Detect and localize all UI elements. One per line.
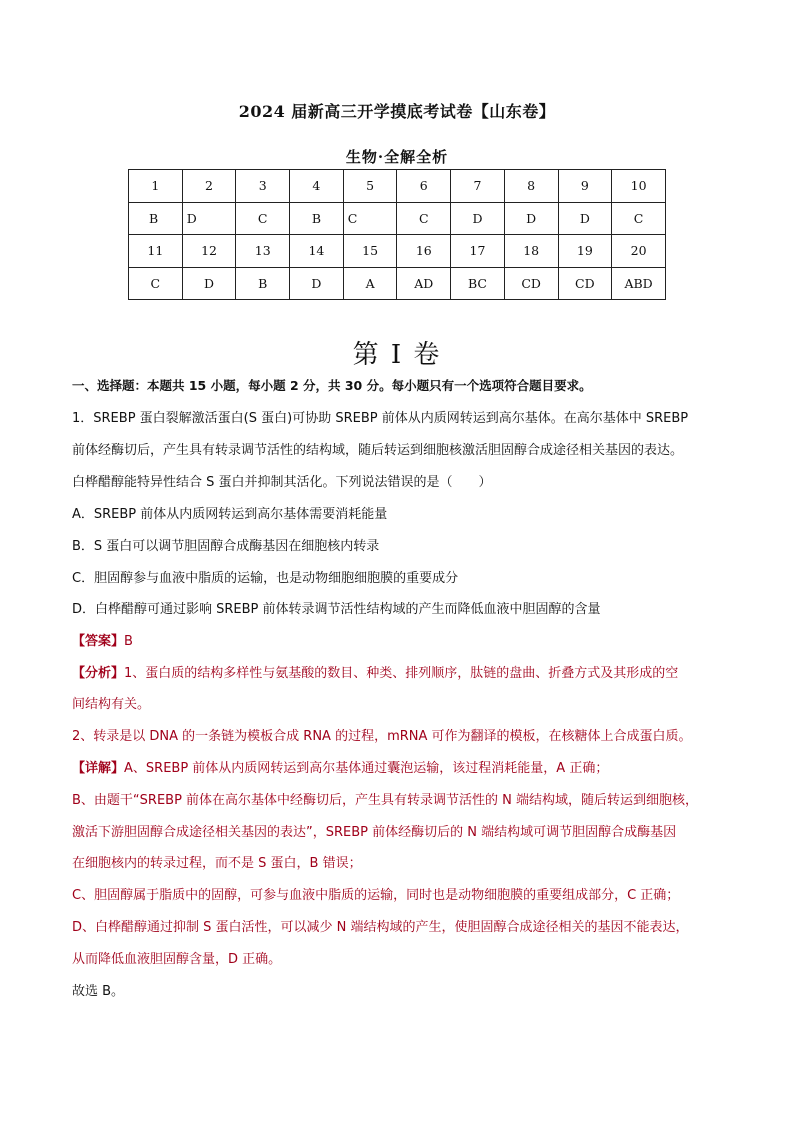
question-stem-line: 白桦醋醇能特异性结合 S 蛋白并抑制其活化。下列说法错误的是（ ）	[72, 475, 492, 490]
answer-cell: C	[343, 202, 397, 235]
question-number-cell: 7	[451, 170, 505, 203]
question-number-cell: 9	[558, 170, 612, 203]
question-number-cell: 12	[182, 235, 236, 268]
answer-cell: D	[451, 202, 505, 235]
answer-cell: B	[290, 202, 344, 235]
question-number-cell: 3	[236, 170, 290, 203]
question-stem-line: 前体经酶切后，产生具有转录调节活性的结构域，随后转运到细胞核激活胆固醇合成途径相关基因的表达。	[72, 443, 684, 458]
solution-subtitle: 生物·全解全析	[345, 148, 449, 166]
question-number-cell: 11	[129, 235, 183, 268]
answer-cell: D	[558, 202, 612, 235]
answer-cell: BC	[451, 267, 505, 300]
detail-line	[72, 757, 608, 776]
section-heading: 一、选择题：本题共 15 小题，每小题 2 分，共 30 分。每小题只有一个选项符合题目要求。	[72, 378, 592, 393]
part-title: 第 I 卷	[352, 340, 442, 370]
detail-text: D、白桦醋醇通过抑制 S 蛋白活性，可以减少 N 端结构域的产生，使胆固醇合成途径相关的基因不能表达，	[72, 920, 689, 935]
option-d: D．白桦醋醇可通过影响 SREBP 前体转录调节活性结构域的产生而降低血液中胆固醇的含量	[72, 602, 601, 617]
detail-text: A、SREBP 前体从内质网转运到高尔基体通过囊泡运输，该过程消耗能量，A 正确；	[124, 761, 609, 776]
answer-cell: C	[236, 202, 290, 235]
answer-cell: D	[182, 202, 236, 235]
answer-cell: C	[612, 202, 666, 235]
answer-cell: A	[343, 267, 397, 300]
option-c: C．胆固醇参与血液中脂质的运输，也是动物细胞细胞膜的重要成分	[72, 571, 459, 586]
question-number-cell: 20	[612, 235, 666, 268]
question-number-cell: 19	[558, 235, 612, 268]
detail-text: 从而降低血液胆固醇含量，D 正确。	[72, 952, 282, 967]
exam-title: 2024 届新高三开学摸底考试卷【山东卷】	[238, 102, 556, 121]
analysis-text: 2、转录是以 DNA 的一条链为模板合成 RNA 的过程，mRNA 可作为翻译的模板，在核糖体上合成蛋白质。	[72, 729, 692, 744]
answer-cell: B	[236, 267, 290, 300]
table-row	[129, 267, 666, 300]
analysis-text: 1、蛋白质的结构多样性与氨基酸的数目、种类、排列顺序，肽链的盘曲、折叠方式及其形成的空	[124, 666, 679, 681]
answer-cell: CD	[558, 267, 612, 300]
detail-text: C、胆固醇属于脂质中的固醇，可参与血液中脂质的运输，同时也是动物细胞膜的重要组成部分，C 正确；	[72, 888, 680, 903]
question-number-cell: 5	[343, 170, 397, 203]
question-number-cell: 18	[504, 235, 558, 268]
answer-cell: AD	[397, 267, 451, 300]
answer-cell: B	[129, 202, 183, 235]
answer-cell: C	[129, 267, 183, 300]
question-number-cell: 6	[397, 170, 451, 203]
question-number-cell: 17	[451, 235, 505, 268]
answer-value: B	[124, 634, 133, 649]
analysis-label: 【分析】	[72, 666, 125, 681]
answer-cell: C	[397, 202, 451, 235]
question-number-cell: 4	[290, 170, 344, 203]
detail-text: 激活下游胆固醇合成途径相关基因的表达”，SREBP 前体经酶切后的 N 端结构域可调节胆固醇合成酶基因	[72, 825, 677, 840]
analysis-line	[72, 662, 678, 681]
question-number-cell: 8	[504, 170, 558, 203]
question-number-cell: 10	[612, 170, 666, 203]
answer-cell: ABD	[612, 267, 666, 300]
question-number-cell: 15	[343, 235, 397, 268]
conclusion-text: 故选 B。	[72, 984, 125, 999]
table-row	[129, 170, 666, 203]
option-b: B．S 蛋白可以调节胆固醇合成酶基因在细胞核内转录	[72, 539, 380, 554]
question-number-cell: 14	[290, 235, 344, 268]
detail-text: B、由题干“SREBP 前体在高尔基体中经酶切后，产生具有转录调节活性的 N 端结构域，随后转运到细胞核，	[72, 793, 699, 808]
answer-cell: D	[290, 267, 344, 300]
answer-cell: D	[504, 202, 558, 235]
table-row	[129, 202, 666, 235]
question-number-cell: 13	[236, 235, 290, 268]
table-row	[129, 235, 666, 268]
answer-key-table	[128, 169, 666, 300]
answer-cell: D	[182, 267, 236, 300]
question-number-cell: 2	[182, 170, 236, 203]
question-stem-line: 1．SREBP 蛋白裂解激活蛋白(S 蛋白)可协助 SREBP 前体从内质网转运到高尔基体。在高尔基体中 SREBP	[72, 411, 689, 426]
analysis-text: 间结构有关。	[72, 697, 151, 712]
question-number-cell: 1	[129, 170, 183, 203]
detail-label: 【详解】	[72, 761, 125, 776]
answer-label: 【答案】	[72, 634, 125, 649]
option-a: A．SREBP 前体从内质网转运到高尔基体需要消耗能量	[72, 507, 388, 522]
question-number-cell: 16	[397, 235, 451, 268]
answer-cell: CD	[504, 267, 558, 300]
detail-text: 在细胞核内的转录过程，而不是 S 蛋白，B 错误；	[72, 856, 362, 871]
answer-line	[72, 630, 133, 649]
